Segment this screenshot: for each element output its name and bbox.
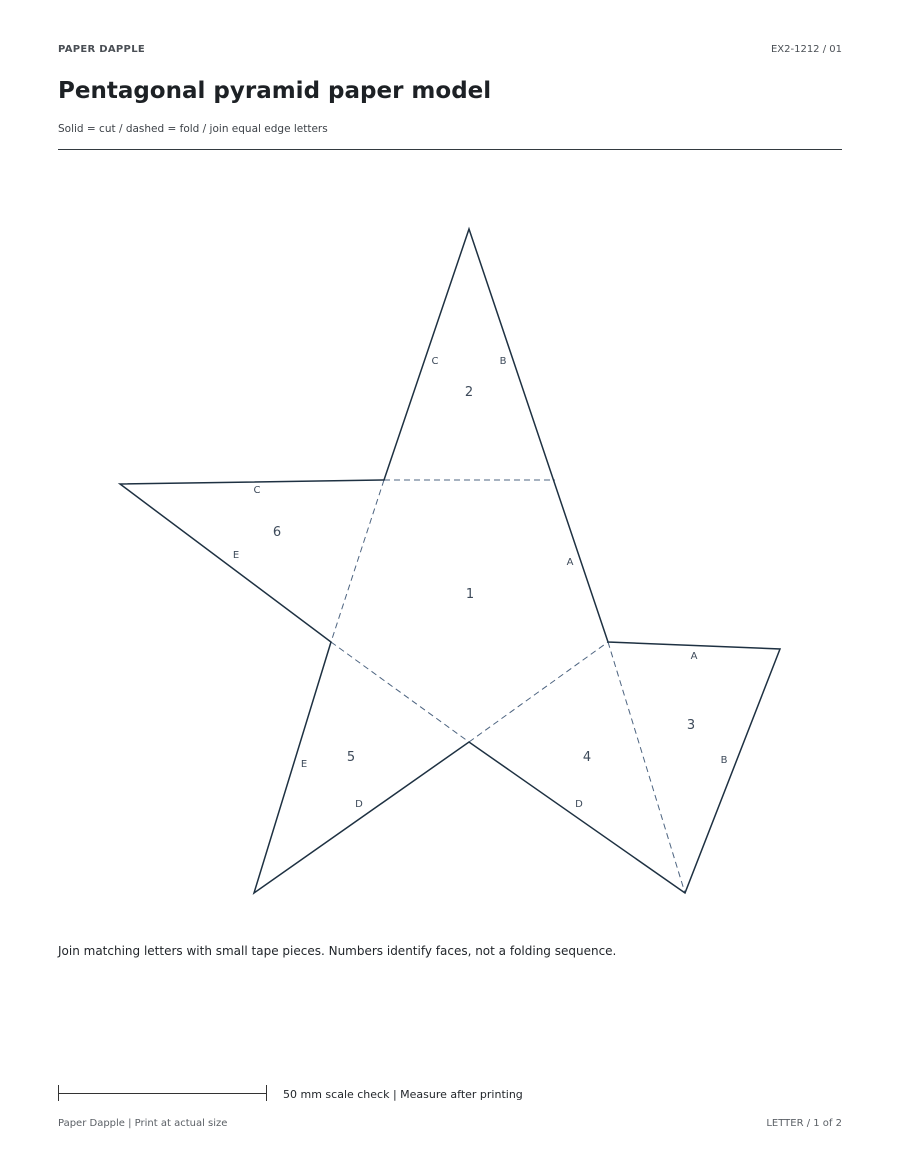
edge-letter: B xyxy=(720,755,728,766)
cut-outline xyxy=(120,229,780,893)
face-number: 5 xyxy=(346,750,356,765)
scale-bar-line xyxy=(58,1093,267,1094)
face-number: 4 xyxy=(582,750,592,765)
fold-line xyxy=(469,642,608,742)
scale-bar-tick-left xyxy=(58,1085,59,1101)
edge-letter: E xyxy=(232,550,240,561)
scale-bar-tick-right xyxy=(266,1085,267,1101)
page-subtitle: Solid = cut / dashed = fold / join equal edge letters xyxy=(58,123,328,135)
fold-lines xyxy=(331,480,685,893)
document-id: EX2-1212 / 01 xyxy=(770,44,842,55)
fold-line xyxy=(331,480,384,642)
footer-left: Paper Dapple | Print at actual size xyxy=(58,1118,228,1129)
face-number: 6 xyxy=(272,525,282,540)
footer-right: LETTER / 1 of 2 xyxy=(766,1118,842,1129)
brand-name: PAPER DAPPLE xyxy=(58,44,145,55)
edge-letter: B xyxy=(499,356,507,367)
edge-letter: E xyxy=(300,759,308,770)
page-title: Pentagonal pyramid paper model xyxy=(58,78,492,104)
fold-line xyxy=(331,642,469,742)
scale-label: 50 mm scale check | Measure after printing xyxy=(283,1088,523,1101)
face-number: 2 xyxy=(464,385,474,400)
instructions-note: Join matching letters with small tape pieces. Numbers identify faces, not a folding sequence. xyxy=(58,944,617,958)
edge-letter: D xyxy=(575,799,583,810)
edge-letter: A xyxy=(566,557,574,568)
scale-bar xyxy=(58,1085,267,1101)
edge-letter: A xyxy=(690,651,698,662)
edge-letter: C xyxy=(253,485,261,496)
edge-letter: D xyxy=(355,799,363,810)
fold-line xyxy=(608,642,685,893)
face-number: 3 xyxy=(686,718,696,733)
face-number: 1 xyxy=(465,587,475,602)
edge-letter: C xyxy=(431,356,439,367)
